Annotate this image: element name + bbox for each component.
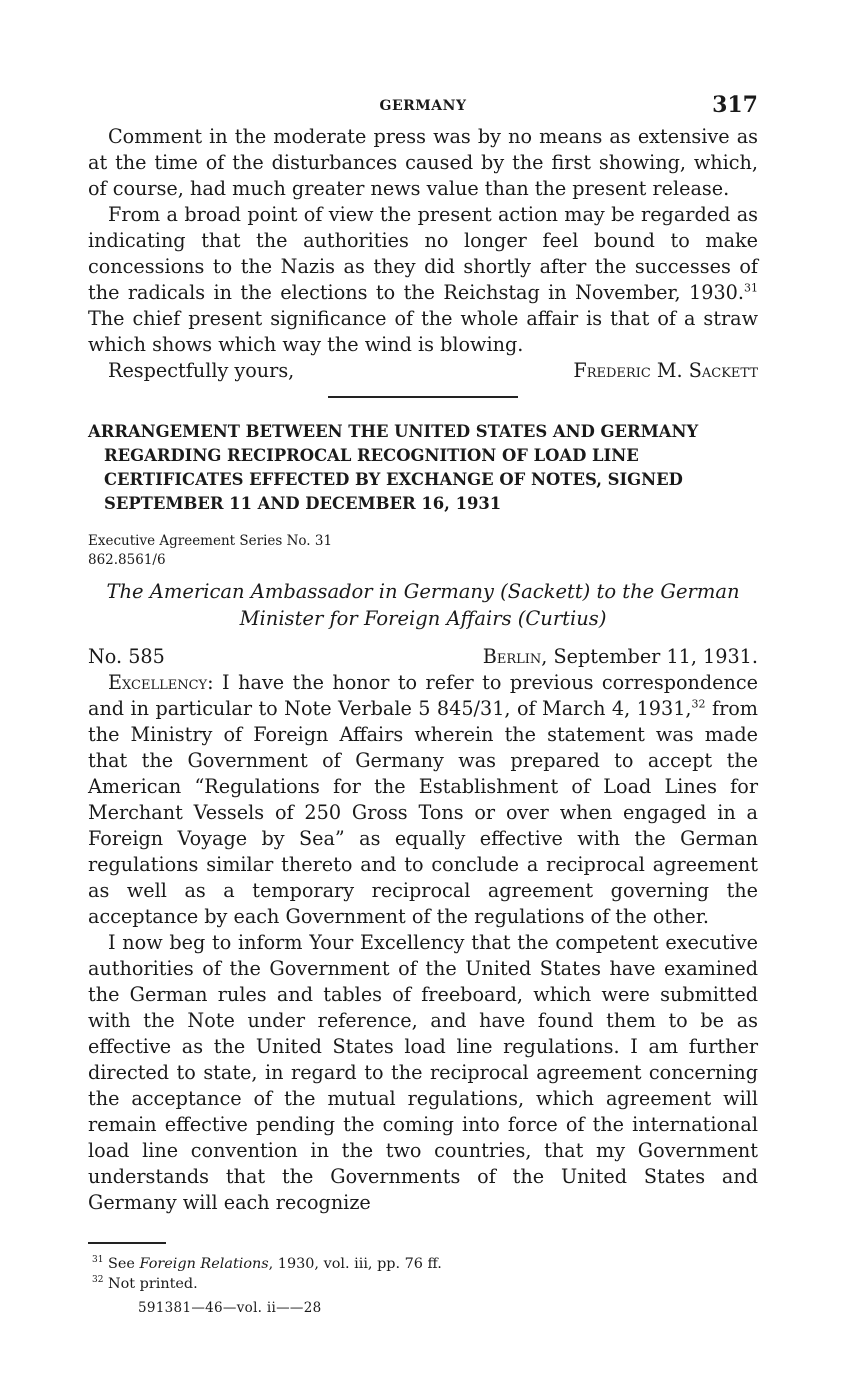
footnote-31: $^{31}$ See Foreign Relations, 1930, vol. iii, pp. 76 ff. (92, 1254, 442, 1272)
letter-paragraph-1: Excellency: I have the honor to refer to previous correspondence and in particular to Note Verbale 5 845/31, of March 4, 1931,32 from the Ministry of Foreign Affairs wherein the statement was made that the Government of Germany was prepared to accept the American “Regulations for the Establishment of Load Lines for Merchant Vessels of 250 Gross Tons or over when engaged in a Foreign Voyage by Sea” as equally effective with the German regulations similar thereto and to conclude a reciprocal agreement as well as a temporary reciprocal agreement governing the acceptance by each Government of the regulations of the other. (88, 671, 759, 928)
series-reference: Executive Agreement Series No. 31 (88, 533, 333, 549)
section-heading: ARRANGEMENT BETWEEN THE UNITED STATES AND GERMANY REGARDING RECIPROCAL RECOGNITION OF LOAD LINE CERTIFICATES EFFECTED BY EXCHANGE OF NOTES, SIGNED SEPTEMBER 11 AND DECEMBER 16, 1931 (88, 422, 699, 513)
place: Berlin (482, 645, 542, 668)
document-title-line2: Minister for Foreign Affairs (Curtius) (239, 607, 607, 630)
closing-text: Respectfully yours, (108, 359, 295, 382)
paragraph-broad-view: From a broad point of view the present action may be regarded as indicating that the authorities no longer feel bound to make concessions to the Nazis as they did shortly after the successes of the radicals in the elections to the Reichstag in November, 1930.31 The chief present significance of the whole affair is that of a straw which shows which way the wind is blowing. (88, 203, 758, 356)
footnote-32: $^{32}$ Not printed. (92, 1274, 198, 1292)
letter-paragraph-2: I now beg to inform Your Excellency that the competent executive authorities of the Government of the United States have examined the German rules and tables of freeboard, which were submitted with the Note under reference, and have found them to be as effective as the United States load line regulations. I am further directed to state, in regard to the reciprocal agreement concerning the acceptance of the mutual regulations, which agreement will remain effective pending the coming into force of the international load line convention in the two countries, that my Government understands that the Governments of the United States and Germany will each recognize (88, 931, 758, 1214)
note-number: No. 585 (88, 645, 165, 668)
page-number: 317 (712, 92, 758, 118)
document-title-line1: The American Ambassador in Germany (Sackett) to the German (106, 580, 740, 603)
file-reference: 862.8561/6 (88, 552, 166, 568)
salutation: Excellency (108, 671, 208, 694)
dateline (88, 644, 758, 670)
footnote-divider (88, 1242, 166, 1244)
print-line: 591381—46—vol. ii——28 (138, 1299, 322, 1316)
footnote-ref-32[interactable]: 32 (691, 697, 706, 711)
footnote-ref-31[interactable]: 31 (744, 281, 758, 295)
section-divider (328, 396, 518, 398)
document-title (88, 578, 758, 632)
date: , September 11, 1931. (541, 645, 758, 668)
running-head (88, 88, 758, 124)
place-date (483, 644, 758, 670)
page (88, 88, 758, 1316)
closing-line (88, 358, 758, 384)
running-title: GERMANY (379, 98, 467, 114)
paragraph-comment: Comment in the moderate press was by no means as extensive as at the time of the disturbances caused by the first showing, which, of course, had much greater news value than the present release. (88, 125, 758, 200)
signer-name: Frederic M. Sackett (573, 359, 758, 382)
reference-block (88, 532, 758, 570)
